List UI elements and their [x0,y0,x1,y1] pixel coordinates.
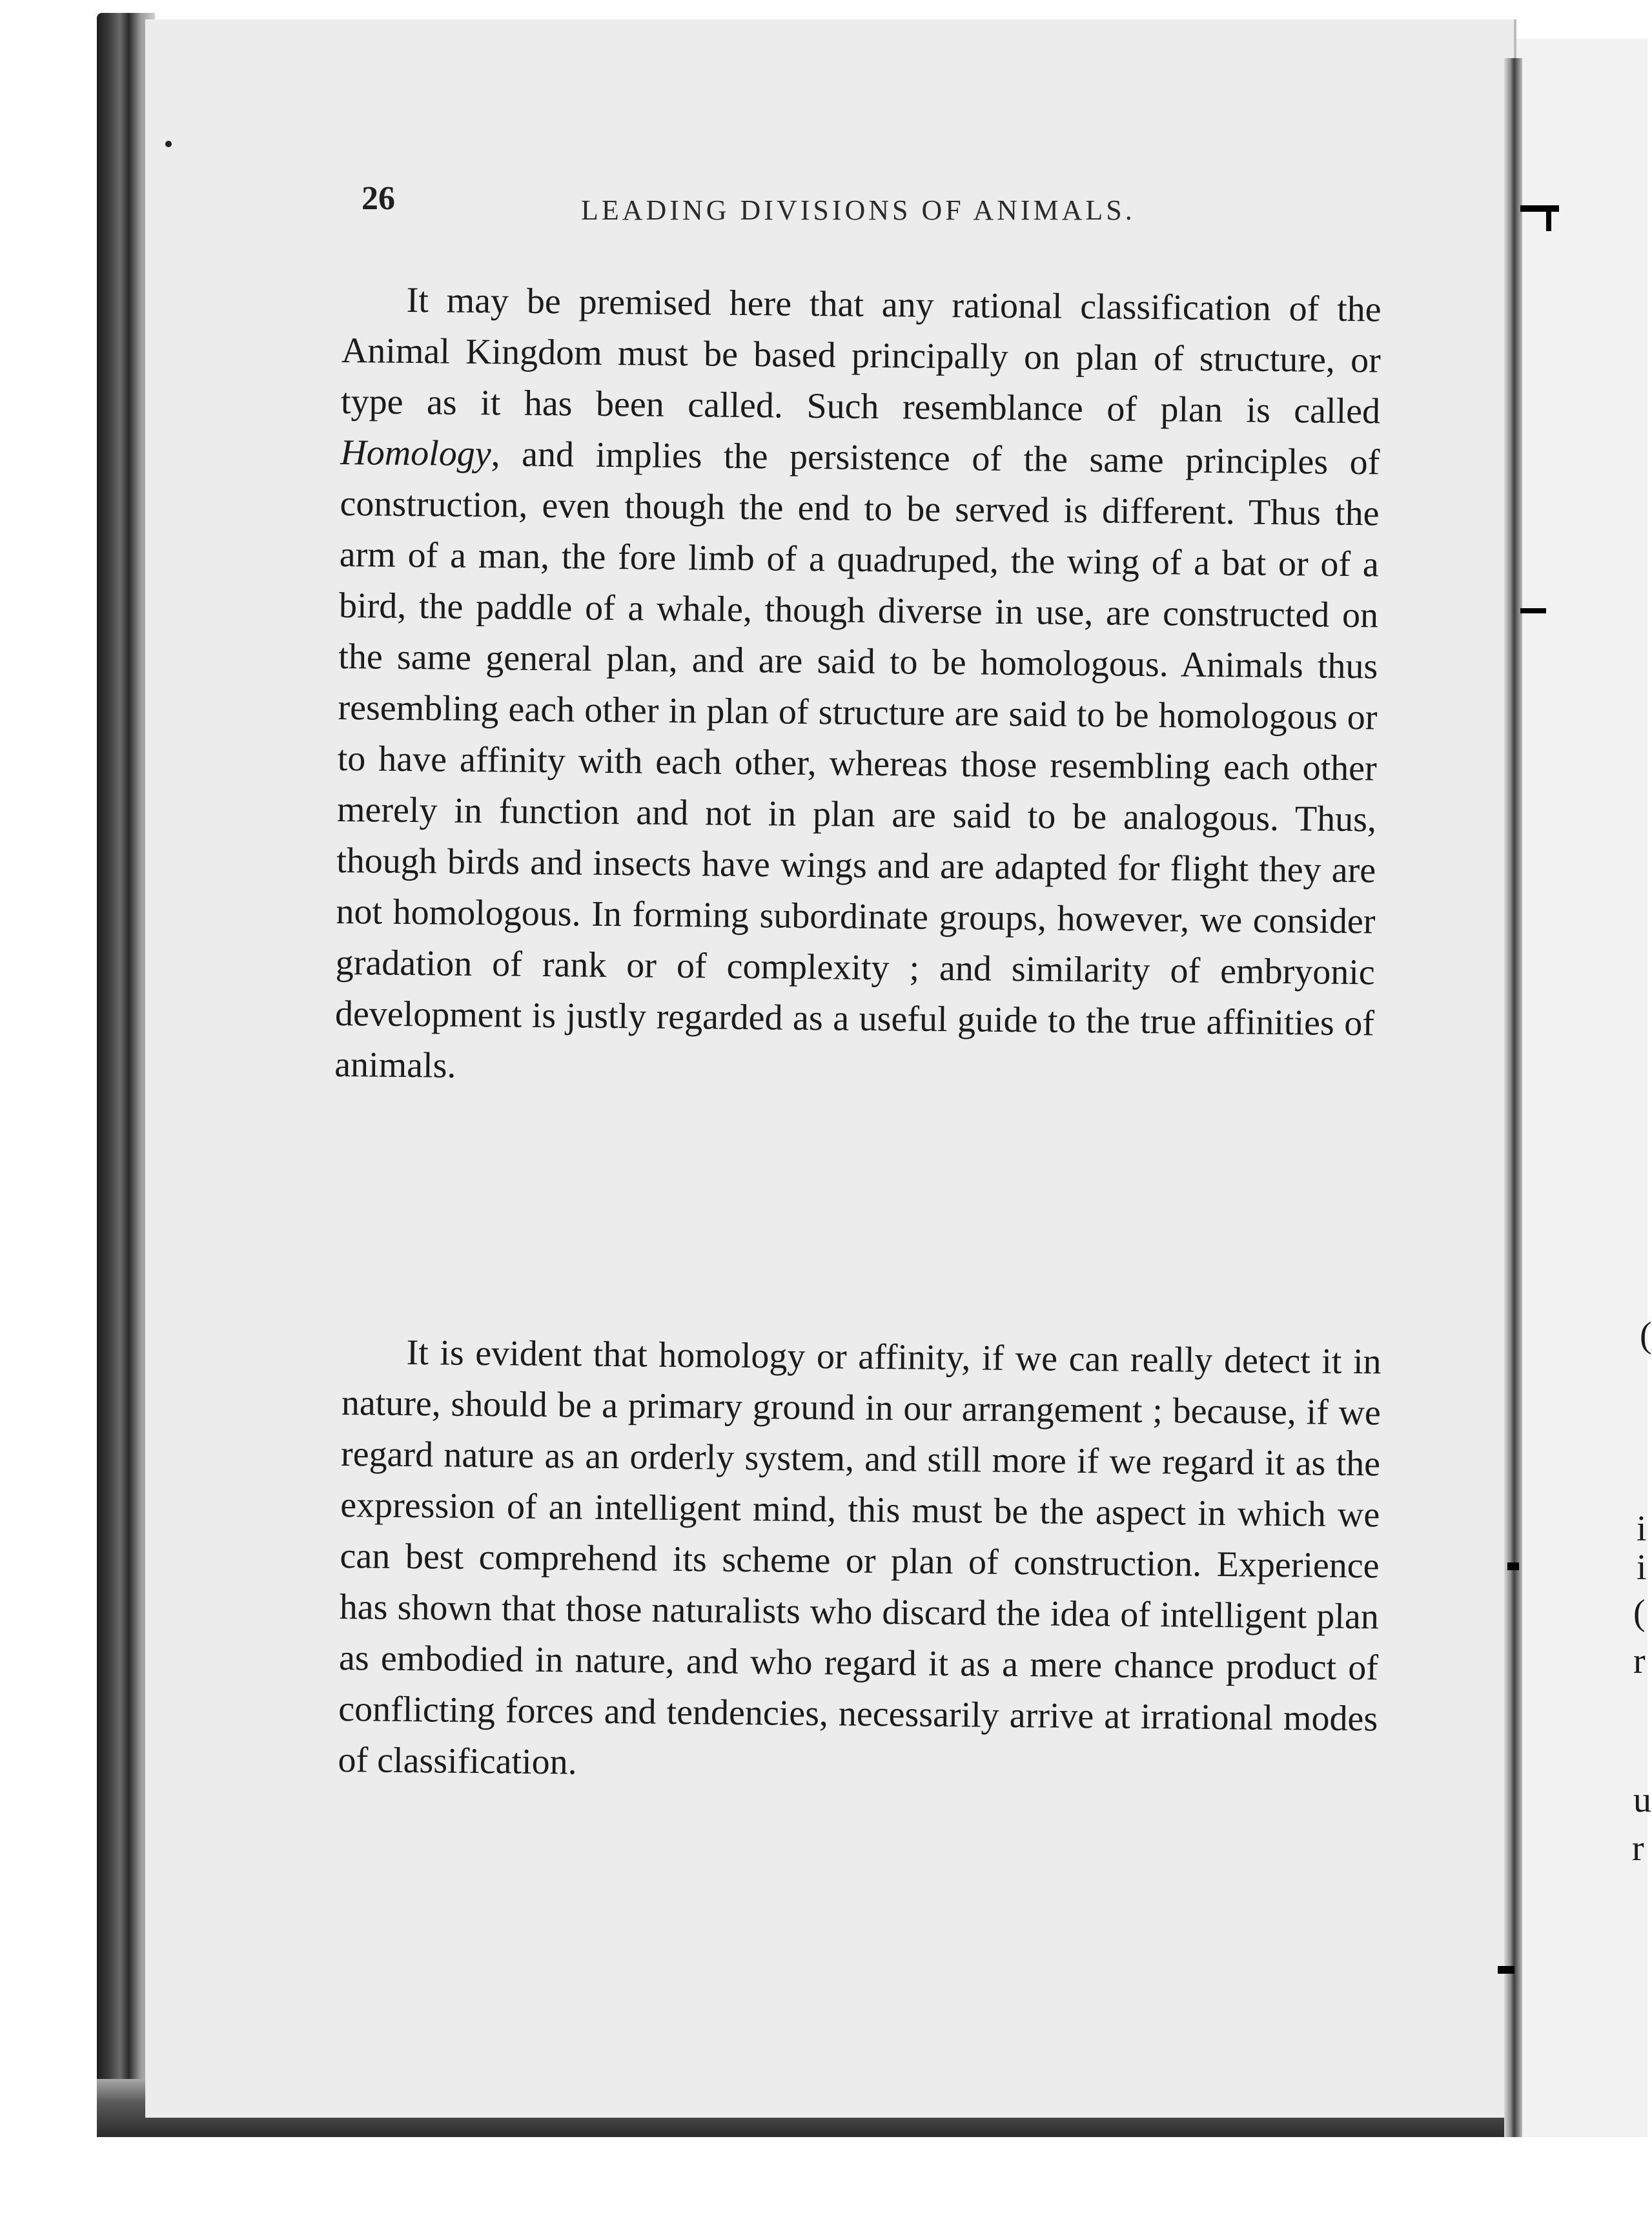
paragraph-1-text-before: It may be premised here that any rational classification of the Animal Kingdom must be based principally on plan of structure, or type as it has been called. Such resemblance of plan is called [340,280,1382,432]
gutter-mark [1507,1562,1519,1570]
facing-page-fragment-char: r [1633,1641,1646,1681]
speck [165,141,172,147]
term-homology: Homology [340,432,491,475]
body-paragraph-2: It is evident that homology or affinity, if we can really detect it in nature, should be a primary ground in our arrangement ; because, if we regard nature as an orderly system, and still more if we regard it as the expression of an intelligent mind, this must be the aspect in which we can best comprehend its scheme or plan of construction. Experience has shown that those naturalists who discard the idea of intelligent plan as embodied in nature, and who regard it as a mere chance product of conflicting forces and tendencies, necessarily arrive at irrational modes of classification. [338,1332,1382,1783]
page-number: 26 [362,180,395,217]
gutter-mark [1546,205,1551,231]
running-title: LEADING DIVISIONS OF ANIMALS. [581,194,1136,226]
facing-page-fragment-char: u [1633,1780,1651,1820]
facing-page-fragment [1514,39,1647,2137]
gutter-mark [1520,205,1559,212]
facing-page-fragment-char: ( [1633,1593,1646,1633]
paragraph-1-text-after: , and implies the persistence of the same principles of construction, even though the end to be served is different. Thus the arm of a man, the fore limb of a quadruped, the wing of a bat or of a bird, the paddle of a whale, though diverse in use, are constructed on the same general plan, and are said to be homologous. Animals thus resembling each other in plan of structure are said to be homologous or to have affinity with each other, whereas those resembling each other merely in function and not in plan are said to be analogous. Thus, though birds and insects have wings and are adapted for flight they are not homologous. In forming subordinate groups, however, we consider gradation of rank or of complexity ; and similarity of embryonic development is justly regarded as a useful guide to the true affinities of animals. [334,434,1380,1086]
facing-page-fragment-char: r [1632,1828,1644,1868]
facing-page-fragment-char: i [1637,1509,1647,1549]
facing-page-fragment-char: ( [1640,1315,1652,1355]
body-paragraph-1 [334,274,1382,1100]
facing-page-fragment-char: i [1637,1548,1647,1588]
gutter-mark [1498,1966,1514,1974]
gutter-mark [1520,608,1546,613]
page-gutter [1504,58,1522,2137]
